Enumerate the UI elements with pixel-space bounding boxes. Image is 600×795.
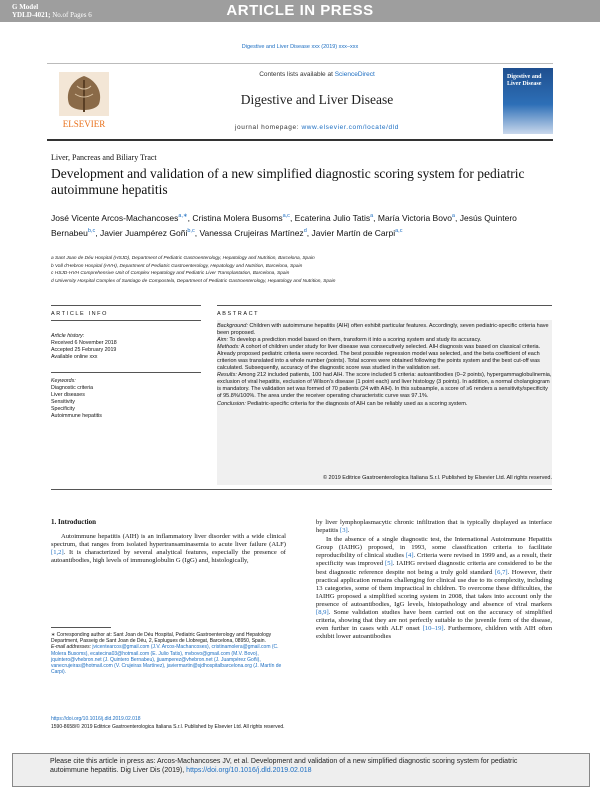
article-info-heading: ARTICLE INFO: [51, 311, 108, 317]
reference-link[interactable]: [5]: [385, 560, 393, 568]
affiliation: a Sant Joan de Déu Hospital (HSJD), Department of Pediatric Gastroenterology, Hepatology and Nutrition, Barcelona, Spain: [51, 256, 315, 261]
section-label: Liver, Pancreas and Biliary Tract: [51, 153, 157, 162]
issn-line: 1590-8658/© 2019 Editrice Gastroenterologica Italiana S.r.l. Published by Elsevier Ltd. All rights reserved.: [51, 724, 285, 730]
section-heading: 1. Introduction: [51, 518, 96, 526]
author: Jesús Quintero Bernabeu$^{b,c}$: [51, 212, 517, 239]
abstract-background-paragraph: Background: Children with autoimmune hepatitis (AIH) often exhibit particular features. Accordingly, seven pediatric-specific criteria have been proposed.: [217, 323, 549, 337]
homepage-line: [137, 124, 497, 131]
affiliation: d University Hospital Complex of Santiago de Compostela, Department of Pediatric Gastroenterology, Hepatology and Nutrition, Spain: [51, 278, 336, 284]
accepted-date: Accepted 25 February 2019: [51, 346, 117, 353]
page-count: No.of Pages 6: [52, 11, 92, 19]
cite-this-article-text: Please cite this article in press as: Arcos-Machancoses JV, et al. Development and validation of a new simplified diagnostic scoring system for pediatric autoimmune hepatitis. Dig Liver Dis (2019), https://doi.org/10.1016/j.dld.2019.02.018: [50, 758, 518, 774]
article-in-press-label: ARTICLE IN PRESS: [226, 2, 374, 19]
publisher-name: ELSEVIER: [62, 119, 106, 129]
journal-header: [47, 63, 553, 141]
doi-link[interactable]: https://doi.org/10.1016/j.dld.2019.02.018: [51, 716, 141, 722]
author: Ecaterina Julio Tatis$^a$: [294, 212, 374, 223]
journal-citation-line[interactable]: Digestive and Liver Disease xxx (2019) xxx–xxx: [241, 44, 359, 50]
author: Vanessa Crujeiras Martínez$^d$: [199, 228, 307, 239]
abstract-body: [217, 323, 552, 408]
author: José Vicente Arcos-Machancoses$^{a,∗}$: [51, 212, 188, 223]
homepage-prefix: journal homepage:: [235, 124, 302, 131]
journal-homepage-link[interactable]: www.elsevier.com/locate/dld: [301, 124, 399, 131]
abstract-methods-paragraph: Methods: A cohort of children under study for liver disease was consecutively selected. AIH diagnosis was based on classical criteria. Already proposed pediatric criteria were recorded. The best possible regression model was selected, and the beta coefficient of each criterion was translated into a whole number (points). Total scores were obtained following the points system and the best cut-off was calculated. Subsequently, accuracy of the diagnostic score was studied in the validation set.: [217, 344, 541, 372]
body-paragraph: In the absence of a single diagnostic test, the International Autoimmune Hepatitis Group (IAIHG) proposed, in 1993, some classification criteria to facilitate reproducibility of clinical studies [4]. Criteria were revised in 1999 and, as a result, their specificity was improved [5]. IAIHG revised diagnostic criteria are considered to be the best diagnostic reference despite not being a truly gold standard [6,7]. However, their practical application remains challenging for clinical use due to its complexity, including 13 categories, some of them impractical in children. To overcome these difficulties, the IAIHG proposed a simplified scoring system in 2008, that takes into account only the presence of autoantibodies, IgG levels, histopathology and absence of viral markers [8,9]. Some validation studies have been carried out on the accuracy of simplified criteria, showing that they are not perfectly suitable to the juvenile form of the disease, even further in cases with ALF onset [10–19]. Furthermore, children with AIH often exhibit lower autoantibodies: [316, 536, 553, 641]
history-label: Article history:: [51, 333, 85, 339]
author-list: José Vicente Arcos-Machancoses$^{a,∗}$, Cristina Molera Busoms$^{a,c}$, Ecaterina Julio Tatis$^a$, María Victoria Bovo$^a$, Jesús Quintero Bernabeu$^{b,c}$, Javier Juampérez Goñi$^{b,c}$, Vanessa Crujeiras Martínez$^d$, Javier Martín de Carpi$^{a,c}$: [51, 212, 517, 239]
abstract-conclusion-paragraph: Conclusion: Pediatric-specific criteria for the diagnosis of AIH can be reliably used as a scoring system.: [217, 400, 468, 407]
keywords-label: Keywords:: [51, 378, 76, 384]
author: Javier Martín de Carpi$^{a,c}$: [311, 228, 403, 239]
keyword: Autoimmune hepatitis: [51, 412, 102, 419]
article-history: [51, 333, 201, 361]
affiliation: b Vall d'Hebron Hospital (HVH), Department of Pediatric Gastroenterology, Hepatology and Nutrition, Barcelona, Spain: [51, 263, 303, 269]
journal-cover-image: [503, 68, 553, 134]
affiliations: [51, 255, 551, 285]
author: María Victoria Bovo$^a$: [377, 212, 455, 223]
affiliation: c HSJD-HVH Comprehensive Unit of Complex Hepatology and Pediatric Liver Transplantation, Barcelona, Spain: [51, 271, 290, 276]
received-date: Received 6 November 2018: [51, 339, 117, 346]
reference-link[interactable]: [1,2]: [51, 549, 64, 557]
keyword: Diagnostic criteria: [51, 384, 94, 391]
footnotes: [51, 632, 286, 675]
manuscript-code: YDLD-4021;: [12, 11, 51, 19]
email-addresses: E-mail addresses: jvicentearcos@gmail.com (J.V. Arcos-Machancoses), cristinamolera@gmail.com (C. Molera Busoms), ecatecina03@hotmail.com (E. Julio Tatis), mvbovo@gmail.com (M.V. Bovo), jquintero@vhebron.net (J. Quintero Bernabeu), jjuamperez@vhebron.net (J. Juampérez Goñi), vanecrujeiras@hotmail.com (V. Crujeiras Martínez), javiermartin@sjdhospitalbarcelona.org (J. Martín de Carpi).: [51, 644, 282, 676]
abstract-aim-paragraph: Aim: To develop a prediction model based on them, transform it into a scoring system and study its accuracy.: [217, 337, 482, 344]
keyword: Sensitivity: [51, 398, 75, 405]
divider: [51, 320, 201, 321]
footnote-divider: [51, 627, 111, 628]
author: Javier Juampérez Goñi$^{b,c}$: [99, 228, 195, 239]
sciencedirect-link[interactable]: ScienceDirect: [334, 71, 375, 78]
cover-title: Digestive and Liver Disease: [507, 74, 542, 87]
body-paragraph: Autoimmune hepatitis (AIH) is an inflammatory liver disorder with a wide clinical spectrum, that ranges from isolated hypertransaminasemia to acute liver failure (ALF) [1,2]. It is characterized by several analytical features, especially the presence of autoantibodies, high levels of immunoglobulin G (IgG) and, histologically,: [51, 533, 286, 565]
author: Cristina Molera Busoms$^{a,c}$: [192, 212, 290, 223]
paper-title: Development and validation of a new simplified diagnostic scoring system for pediatric autoimmune hepatitis: [51, 166, 525, 197]
cite-doi-link[interactable]: https://doi.org/10.1016/j.dld.2019.02.018: [186, 767, 312, 774]
corresponding-author-note: ∗ Corresponding author at: Sant Joan de Déu Hospital, Pediatric Gastroenterology and Hepatology Department, Passeig de Sant Joan de Déu, 2, Esplugues de Llobregat, Barcelona, 08950, Spain.: [51, 632, 272, 645]
divider: [51, 489, 552, 490]
reference-link[interactable]: [10–19]: [422, 625, 444, 633]
body-paragraph: by liver lymphoplasmacytic chronic infiltration that is typically displayed as interface hepatitis [3].: [316, 519, 552, 535]
abstract-copyright: © 2019 Editrice Gastroenterologica Italiana S.r.l. Published by Elsevier Ltd. All rights reserved.: [322, 475, 552, 481]
divider: [51, 305, 201, 306]
contents-line: [137, 71, 497, 78]
reference-link[interactable]: [8,9]: [316, 609, 329, 617]
divider: [217, 305, 552, 306]
reference-link[interactable]: [3]: [340, 527, 348, 535]
divider: [51, 372, 201, 373]
model-label: G Model: [12, 3, 39, 11]
online-date: Available online xxx: [51, 353, 98, 360]
reference-link[interactable]: [4]: [405, 552, 414, 560]
elsevier-logo[interactable]: [47, 70, 122, 132]
abstract-heading: ABSTRACT: [217, 311, 260, 317]
abstract-results-paragraph: Results: Among 212 included patients, 100 had AIH. The score included 5 criteria: autoantibodies (0–2 points), hypergammaglobulinemia, exclusion of viral hepatitis, exclusion of Wilson's disease (1 point each) and liver histology (3 points). In addition, a normal cholangiogram is mandatory. The validation set was formed of 70 patients (24 with AIH). In this subsample, a score of ≥6 renders a sensitivity/specificity of 95.8%/100%. The area under the receiver operating characteristic curve was 97.1%.: [217, 372, 552, 400]
keywords: [51, 378, 201, 419]
body-column-left: [51, 533, 286, 566]
body-column-right: [316, 519, 552, 642]
keyword: Specificity: [51, 405, 75, 412]
keyword: Liver diseases: [51, 391, 85, 398]
email-links[interactable]: jvicentearcos@gmail.com (J.V. Arcos-Machancoses), cristinamolera@gmail.com (C. Molera Busoms), ecatecina03@hotmail.com (E. Julio Tatis), mvbovo@gmail.com (M.V. Bovo), jquintero@vhebron.net (J. Quintero Bernabeu), jjuamperez@vhebron.net (J. Juampérez Goñi), vanecrujeiras@hotmail.com (V. Crujeiras Martínez), javiermartin@sjdhospitalbarcelona.org (J. Martín de Carpi).: [51, 644, 282, 676]
journal-title: Digestive and Liver Disease: [240, 92, 394, 107]
article-in-press-bar: [0, 0, 600, 22]
contents-prefix: Contents lists available at: [259, 71, 335, 78]
reference-link[interactable]: [6,7]: [494, 568, 508, 576]
